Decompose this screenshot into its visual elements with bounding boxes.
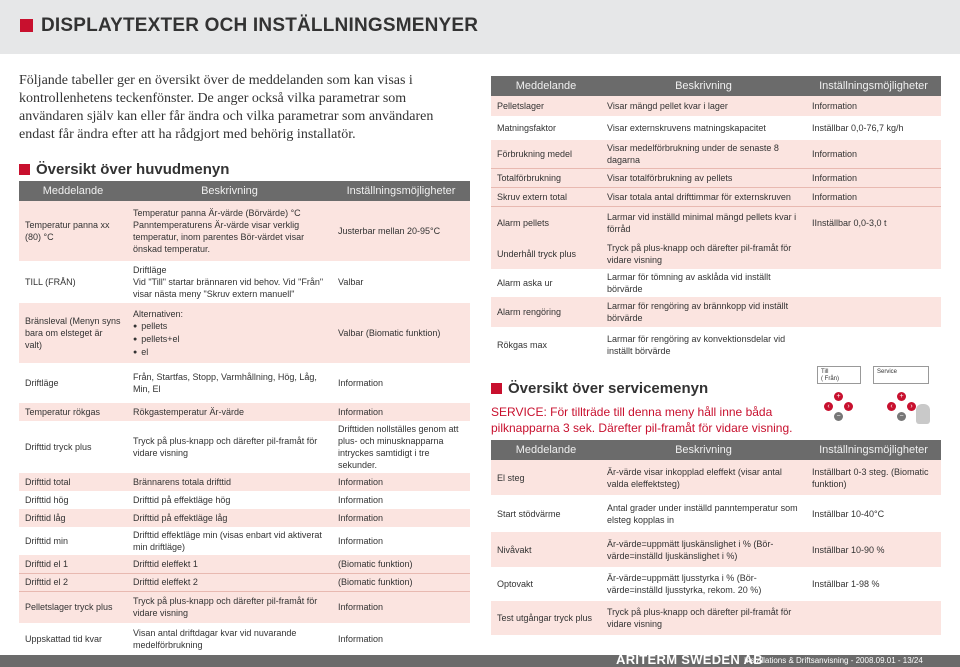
cell-message: Totalförbrukning: [491, 169, 601, 188]
footer-brand: ARITERM SWEDEN AB: [616, 652, 763, 667]
cell-setting: Information: [806, 169, 941, 188]
cell-description-title: Alternativen:: [133, 308, 184, 319]
plus-button-icon: +: [897, 392, 906, 401]
cell-setting: Information: [332, 591, 470, 623]
table-row: [491, 188, 941, 207]
cell-description: Visar totala antal drifttimmar för externskruven: [601, 188, 806, 207]
cell-message: Drifttid hög: [19, 491, 127, 509]
cell-description: Från, Startfas, Stopp, Varmhållning, Hög, Låg, Min, El: [127, 363, 332, 403]
intro-paragraph: Följande tabeller ger en översikt över de meddelanden som kan visas i kontrollenhetens teckenfönster. De anger också vilka parametrar som användaren själv kan eller får ändra och vilka parametrar som användaren endast får ändra efter att ha rådgjort med behörig installatör.: [19, 73, 434, 142]
cell-description: Drifttid på effektläge låg: [127, 509, 332, 527]
cell-message: Drifttid min: [19, 527, 127, 555]
arrow-left-icon: ‹: [824, 402, 833, 411]
cell-message: Alarm aska ur: [491, 269, 601, 297]
table-row: [19, 363, 470, 403]
cell-description: Larmar vid inställd minimal mängd pellets kvar i förråd: [601, 207, 806, 239]
cell-message: TILL (FRÅN): [19, 261, 127, 303]
cell-setting: Inställbar 1-98 %: [806, 567, 941, 601]
cell-message: Start stödvärme: [491, 495, 601, 532]
cell-description: Visar mängd pellet kvar i lager: [601, 96, 806, 116]
cell-description: Drifttid eleffekt 2: [127, 573, 332, 591]
title-banner: [0, 0, 960, 54]
cell-description: Visar medelförbrukning under de senaste 8 dagarna: [601, 140, 806, 169]
cell-setting: Information: [332, 527, 470, 555]
hand-pointer-icon: [916, 404, 930, 424]
table-row: [491, 239, 941, 269]
cell-message: Skruv extern total: [491, 188, 601, 207]
cell-description: Antal grader under inställd panntemperatur som elsteg kopplas in: [601, 495, 806, 532]
cell-setting: Information: [806, 140, 941, 169]
cell-message: Underhåll tryck plus: [491, 239, 601, 269]
cell-setting: (Biomatic funktion): [332, 573, 470, 591]
cell-description: Drifttid på effektläge hög: [127, 491, 332, 509]
cell-setting: Valbar: [332, 261, 470, 303]
col-header-description: Beskrivning: [601, 76, 806, 96]
cell-message: Drifttid el 2: [19, 573, 127, 591]
cell-setting: [806, 297, 941, 327]
table-header-row: [491, 76, 941, 96]
table-row: [19, 303, 470, 363]
cell-description: Larmar för rengöring av brännkopp vid inställt börvärde: [601, 297, 806, 327]
cell-description: Visar totalförbrukning av pellets: [601, 169, 806, 188]
table-header-row: [19, 181, 470, 201]
cell-description: Brännarens totala drifttid: [127, 473, 332, 491]
cell-setting: Valbar (Biomatic funktion): [332, 303, 470, 363]
lcd-display: Till ( Från): [817, 366, 861, 384]
cell-message: Rökgas max: [491, 327, 601, 363]
cell-description: [127, 303, 332, 363]
cell-message: Pelletslager: [491, 96, 601, 116]
cell-setting: Information: [332, 623, 470, 655]
bullet-item: ● el: [133, 346, 326, 359]
table-row: [491, 601, 941, 635]
cell-description: Är-värde visar inkopplad eleffekt (visar antal valda eleffektsteg): [601, 460, 806, 495]
cell-description: Tryck på plus-knapp och därefter pil-framåt för vidare visning: [127, 591, 332, 623]
col-header-message: Meddelande: [491, 440, 601, 460]
table-row: [19, 261, 470, 303]
col-header-message: Meddelande: [491, 76, 601, 96]
cell-setting: Inställbar 10-90 %: [806, 532, 941, 567]
bullet-item: ● pellets: [133, 320, 326, 333]
table-row: [19, 509, 470, 527]
cell-message: Matningsfaktor: [491, 116, 601, 140]
main-menu-table: [19, 181, 470, 655]
cell-message: Drifttid el 1: [19, 555, 127, 573]
table-row: [19, 473, 470, 491]
col-header-description: Beskrivning: [127, 181, 332, 201]
minus-button-icon: −: [897, 412, 906, 421]
cell-message: Test utgångar tryck plus: [491, 601, 601, 635]
cell-setting: Inställbar 10-40°C: [806, 495, 941, 532]
table-row: [491, 327, 941, 363]
cell-message: Alarm pellets: [491, 207, 601, 239]
main-menu-continued-table: [491, 76, 941, 363]
service-menu-table: [491, 440, 941, 635]
arrow-right-icon: ›: [844, 402, 853, 411]
col-header-settings: Inställningsmöjligheter: [806, 76, 941, 96]
cell-description: Visar externskruvens matningskapacitet: [601, 116, 806, 140]
cell-message: Drifttid total: [19, 473, 127, 491]
cell-description: Visan antal driftdagar kvar vid nuvarande medelförbrukning: [127, 623, 332, 655]
cell-setting: Justerbar mellan 20-95°C: [332, 201, 470, 261]
red-square-icon: [19, 164, 30, 175]
cell-message: Nivåvakt: [491, 532, 601, 567]
service-instruction: SERVICE: För tillträde till denna meny håll inne båda pilknapparna 3 sek. Därefter pil-framåt för vidare visning.: [491, 405, 793, 435]
table-row: [491, 495, 941, 532]
cell-message: Drifttid tryck plus: [19, 421, 127, 473]
cell-setting: [806, 269, 941, 297]
arrow-right-icon: ›: [907, 402, 916, 411]
cell-setting: Inställbar 0,0-76,7 kg/h: [806, 116, 941, 140]
cell-setting: Information: [332, 403, 470, 421]
cell-description: Är-värde=uppmätt ljuskänslighet i % (Bör-värde=inställd ljuskänslighet i %): [601, 532, 806, 567]
table-header-row: [491, 440, 941, 460]
table-row: [491, 207, 941, 239]
table-row: [19, 403, 470, 421]
table-row: [19, 573, 470, 591]
main-menu-heading: Översikt över huvudmenyn: [19, 161, 229, 178]
table-row: [491, 96, 941, 116]
cell-setting: Information: [806, 96, 941, 116]
cell-message: Förbrukning medel: [491, 140, 601, 169]
cell-setting: Information: [332, 491, 470, 509]
red-square-icon: [491, 383, 502, 394]
cell-message: Bränsleval (Menyn syns bara om elsteget är valt): [19, 303, 127, 363]
cell-setting: Information: [332, 363, 470, 403]
table-row: [19, 421, 470, 473]
cell-setting: [806, 601, 941, 635]
cell-description: Är-värde=uppmätt ljusstyrka i % (Bör-värde=inställd ljusstyrka, rekom. 20 %): [601, 567, 806, 601]
cell-setting: (Biomatic funktion): [332, 555, 470, 573]
table-row: [491, 140, 941, 169]
table-row: [491, 269, 941, 297]
cell-setting: Information: [332, 473, 470, 491]
table-row: [491, 169, 941, 188]
cell-message: Optovakt: [491, 567, 601, 601]
col-header-message: Meddelande: [19, 181, 127, 201]
footer-info: Installations & Driftsanvisning - 2008.09.01 - 13/24: [744, 656, 923, 665]
cell-description: Drifttid eleffekt 1: [127, 555, 332, 573]
table-row: [19, 527, 470, 555]
lcd-display: Service: [873, 366, 929, 384]
col-header-description: Beskrivning: [601, 440, 806, 460]
table-row: [491, 297, 941, 327]
title-square-icon: [20, 19, 33, 32]
arrow-left-icon: ‹: [887, 402, 896, 411]
table-row: [19, 555, 470, 573]
cell-setting: Inställbart 0-3 steg. (Biomatic funktion): [806, 460, 941, 495]
cell-description: Temperatur panna Är-värde (Börvärde) °C Panntemperaturens Är-värde visar verklig temperatur, inom parentes Bör-värdet visar önskad temperatur.: [127, 201, 332, 261]
table-row: [491, 116, 941, 140]
table-row: [491, 532, 941, 567]
cell-message: Uppskattad tid kvar: [19, 623, 127, 655]
cell-setting: [806, 327, 941, 363]
cell-setting: Information: [806, 188, 941, 207]
cell-description: Drifttid effektläge min (visas enbart vid aktiverat min driftläge): [127, 527, 332, 555]
cell-description: Larmar för rengöring av konvektionsdelar vid inställt börvärde: [601, 327, 806, 363]
table-row: [19, 623, 470, 655]
cell-message: El steg: [491, 460, 601, 495]
cell-setting: Information: [332, 509, 470, 527]
minus-button-icon: −: [834, 412, 843, 421]
cell-setting: [806, 239, 941, 269]
cell-description-title: Driftläge: [133, 265, 167, 275]
cell-description-body: Vid "Till" startar brännaren vid behov. Vid "Från" visar nästa meny "Skruv extern manuell": [133, 277, 324, 299]
table-row: [19, 591, 470, 623]
cell-description: Rökgastemperatur Är-värde: [127, 403, 332, 421]
cell-message: Alarm rengöring: [491, 297, 601, 327]
col-header-settings: Inställningsmöjligheter: [806, 440, 941, 460]
cell-description: Tryck på plus-knapp och därefter pil-framåt för vidare visning: [601, 601, 806, 635]
table-row: [19, 201, 470, 261]
cell-description: Tryck på plus-knapp och därefter pil-framåt för vidare visning: [601, 239, 806, 269]
table-row: [491, 460, 941, 495]
cell-message: Temperatur rökgas: [19, 403, 127, 421]
cell-description: Tryck på plus-knapp och därefter pil-framåt för vidare visning: [127, 421, 332, 473]
bullet-item: ● pellets+el: [133, 333, 326, 346]
cell-setting: IInställbar 0,0-3,0 t: [806, 207, 941, 239]
table-row: [491, 567, 941, 601]
cell-description: [127, 261, 332, 303]
cell-description: Larmar för tömning av asklåda vid inställt börvärde: [601, 269, 806, 297]
plus-button-icon: +: [834, 392, 843, 401]
cell-message: Driftläge: [19, 363, 127, 403]
cell-message: Pelletslager tryck plus: [19, 591, 127, 623]
table-row: [19, 491, 470, 509]
cell-message: Temperatur panna xx (80) °C: [19, 201, 127, 261]
cell-setting: Drifttiden nollställes genom att plus- och minusknapparna intryckes samtidigt i tre sekunder.: [332, 421, 470, 473]
service-menu-heading: Översikt över servicemenyn: [491, 380, 708, 397]
page-title: DISPLAYTEXTER OCH INSTÄLLNINGSMENYER: [41, 15, 479, 36]
col-header-settings: Inställningsmöjligheter: [332, 181, 470, 201]
cell-message: Drifttid låg: [19, 509, 127, 527]
